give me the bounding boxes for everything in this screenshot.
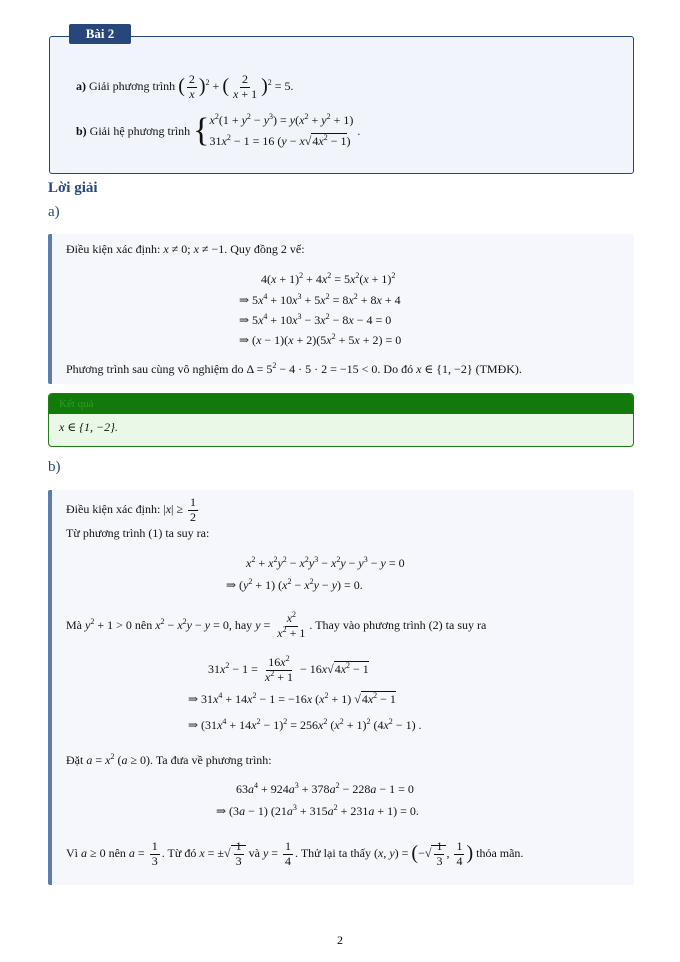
part-a-eq2: ⇒ $5x^4 + 10x^3 + 5x^2 = 8x^2 + 8x + 4$ bbox=[239, 292, 401, 307]
part-b-eq7: ⇒ (3a − 1) $(21a^3 + 315a^2 + 231a + 1) = 0$. bbox=[216, 803, 419, 818]
part-b-set: Đặt $a = x^2$ (a ≥ 0). Ta đưa về phương trình: bbox=[66, 752, 272, 767]
result-header: Kết quả bbox=[49, 394, 633, 414]
part-b-eq3: $31x^2 - 1$ = $\frac{16x^2}{x^2 + 1}$ − $16x√4x^2 - 1$ bbox=[208, 654, 369, 684]
part-a-eq3: ⇒ $5x^4 + 10x^3 - 3x^2 - 8x - 4 = 0$ bbox=[239, 312, 392, 327]
problem-box bbox=[49, 36, 634, 174]
part-b-eq2: ⇒ $(y^2 + 1) (x^2 - x^2y - y) = 0$. bbox=[226, 577, 363, 592]
part-b-eq1: $x^2 + x^2y^2 - x^2y^3 - x^2y - y^3 - y = 0$ bbox=[246, 555, 405, 570]
part-a-eq1: $4(x + 1)^2 + 4x^2 = 5x^2(x + 1)^2$ bbox=[261, 271, 396, 286]
part-b-final: Vì a ≥ 0 nên a = $\frac{1}{3}$ . Từ đó x = ±√ $\frac{1}{3}$ và y = $\frac{1}{4}$ . Thử lại ta thấy (x, y) = (−√ $\frac{1}{3}$ , $\frac{1}{4}$ ) thỏa mãn. bbox=[66, 839, 524, 868]
part-b-from-eq1: Từ phương trình (1) ta suy ra: bbox=[66, 526, 210, 540]
part-a-condition: Điều kiện xác định: x ≠ 0; x ≠ −1. Quy đồng 2 vế: bbox=[66, 242, 305, 256]
result-box bbox=[48, 393, 634, 447]
part-b-eq5: ⇒ $(31x^4 + 14x^2 - 1)^2 = 256x^2$ $(x^2 + 1)^2$ $(4x^2 - 1)$ . bbox=[188, 717, 422, 732]
part-b-eq6: $63a^4 + 924a^3 + 378a^2 - 228a - 1 = 0$ bbox=[236, 781, 414, 796]
part-a-conclusion: Phương trình sau cùng vô nghiệm do $\Delta = 5^2 - 4 \cdot 5 \cdot 2 = -15 < 0$. Do đó x ∈ {1, −2} (TMĐK). bbox=[66, 361, 522, 376]
page-number: 2 bbox=[337, 933, 343, 947]
solution-heading: Lời giải bbox=[48, 180, 98, 196]
part-b-condition: Điều kiện xác định: |x| ≥ $\frac{1}{2}$ bbox=[66, 495, 197, 524]
problem-b-system: $x^2(1 + y^2 - y^3) = y(x^2 + y^2 + 1)$ $31x^2 - 1 = 16$ $(y - x√4x^2 - 1)$ bbox=[209, 112, 354, 148]
problem-a-equation: ( $\frac{2}{x}$ )$^2$ + ( $\frac{2}{x + 1}$ )$^2$ = 5. bbox=[178, 72, 294, 101]
part-b-solution bbox=[48, 490, 634, 885]
problem-tag: Bài 2 bbox=[69, 24, 131, 44]
part-a-solution bbox=[48, 234, 634, 384]
part-a-eq4: ⇒ $(x - 1)(x + 2)(5x^2 + 5x + 2) = 0$ bbox=[239, 332, 402, 347]
problem-a-text: Giải phương trình bbox=[89, 79, 176, 94]
problem-b-label: b) bbox=[76, 123, 87, 138]
part-b-heading: b) bbox=[48, 459, 61, 475]
problem-a-label: a) bbox=[76, 79, 86, 94]
part-a-heading: a) bbox=[48, 204, 60, 220]
result-value: x ∈ {1, −2}. bbox=[59, 420, 118, 434]
problem-b-text: Giải hệ phương trình bbox=[89, 123, 191, 138]
problem-part-a bbox=[76, 73, 294, 102]
problem-part-b: b) Giải hệ phương trình { $x^2(1 + y^2 - y^3) = y(x^2 + y^2 + 1)$ $31x^2 - 1 = 16$ $(y - x√4x^2 - 1)$ . bbox=[76, 112, 361, 149]
part-b-since: Mà $y^2 + 1 > 0$ nên $x^2 - x^2y - y = 0$, hay y = $\frac{x^2}{x^2 + 1}$ . Thay vào phương trình (2) ta suy ra bbox=[66, 610, 487, 640]
part-b-eq4: ⇒ $31x^4 + 14x^2 - 1 = -16x$ $(x^2 + 1) √4x^2 - 1$ bbox=[188, 691, 396, 706]
